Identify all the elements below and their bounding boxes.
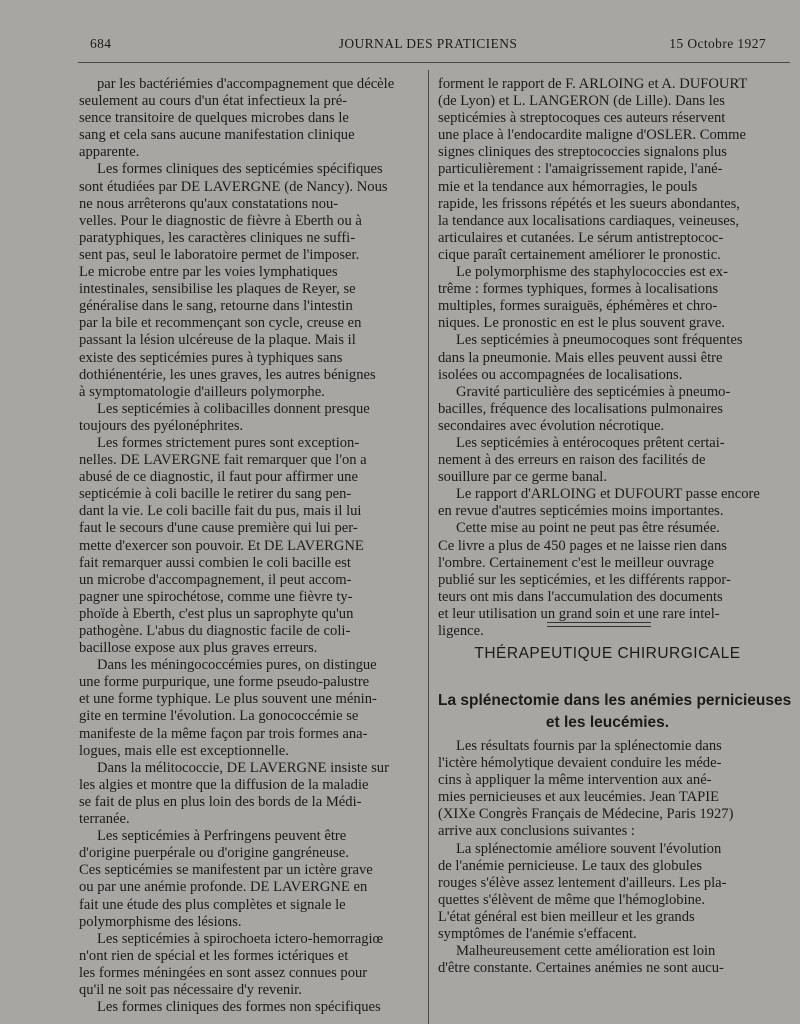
text-line: articulaires et cutanées. Le sérum antistreptococ- bbox=[438, 229, 724, 246]
text-line: dant la vie. Le coli bacille fait du pus, mais il lui bbox=[79, 503, 362, 520]
text-line: abusé de ce diagnostic, il faut pour affirmer une bbox=[79, 469, 358, 486]
text-line: Le microbe entre par les voies lymphatiques bbox=[79, 264, 338, 281]
text-line: terranée. bbox=[79, 811, 130, 828]
text-line: ligence. bbox=[438, 623, 484, 639]
text-line: paratyphiques, les caractères cliniques ne suffi- bbox=[79, 229, 356, 246]
text-line: d'origine puerpérale ou d'origine gangréneuse. bbox=[79, 845, 349, 862]
text-line: l'ombre. Certainement c'est le meilleur ouvrage bbox=[438, 554, 714, 571]
article-title-line: et les leucémies. bbox=[545, 714, 670, 731]
text-line: sence transitoire de quelques microbes dans le bbox=[79, 110, 349, 127]
paragraph bbox=[79, 931, 419, 999]
paragraph bbox=[79, 999, 419, 1016]
text-line: Les septicémies à spirochoeta ictero-hemorragiœ bbox=[97, 930, 384, 947]
text-line: Le polymorphisme des staphylococcies est ex- bbox=[456, 264, 728, 281]
text-line: la tendance aux localisations cardiaques, veineuses, bbox=[438, 212, 740, 229]
text-line: septicémies à streptocoques ces auteurs réservent bbox=[438, 110, 726, 127]
paragraph bbox=[438, 332, 777, 383]
section-rule-top bbox=[547, 622, 651, 623]
text-line: Les septicémies à pneumocoques sont fréquentes bbox=[456, 332, 743, 349]
right-column-article bbox=[438, 738, 777, 977]
text-line: Ce livre a plus de 450 pages et ne laisse rien dans bbox=[438, 537, 727, 554]
text-line: Dans les méningococcémies pures, on distingue bbox=[97, 657, 377, 674]
header-rule bbox=[78, 62, 790, 63]
text-line: mette d'exercer son pouvoir. Et DE LAVERGNE bbox=[79, 537, 364, 554]
text-line: Le rapport d'ARLOING et DUFOURT passe encore bbox=[456, 486, 760, 503]
text-line: de l'anémie pernicieuse. Le taux des globules bbox=[438, 857, 703, 874]
text-line: logues, mais elle est exceptionnelle. bbox=[79, 742, 289, 759]
right-column bbox=[438, 76, 777, 640]
paragraph bbox=[438, 76, 777, 264]
text-line: dans la pneumonie. Mais elles peuvent aussi être bbox=[438, 349, 723, 366]
text-line: symptômes de l'anémie s'effacent. bbox=[438, 926, 637, 943]
text-line: bacilles, fréquence des localisations pulmonaires bbox=[438, 400, 723, 417]
text-line: les algies et montre que la diffusion de la maladie bbox=[79, 776, 369, 793]
text-line: pagner une spirochétose, comme une fièvre ty- bbox=[79, 588, 353, 605]
text-line: l'ictère hémolytique devaient conduire les méde- bbox=[438, 755, 722, 772]
text-line: cins à appliquer la même intervention aux ané- bbox=[438, 772, 712, 789]
text-line: Les septicémies à colibacilles donnent presque bbox=[97, 400, 370, 417]
text-line: velles. Pour le diagnostic de fièvre à Eberth ou à bbox=[79, 212, 362, 229]
text-line: quettes s'élèvent de même que l'hémoglobine. bbox=[438, 891, 706, 908]
journal-title: JOURNAL DES PRATICIENS bbox=[338, 36, 518, 51]
section-title: THÉRAPEUTIQUE CHIRURGICALE bbox=[474, 645, 741, 662]
text-line: Dans la mélitococcie, DE LAVERGNE insiste sur bbox=[97, 759, 389, 776]
article-title bbox=[438, 690, 792, 734]
text-line: bacillose expose aux plus graves erreurs. bbox=[79, 640, 318, 657]
text-line: par la bile et recommençant son cycle, creuse en bbox=[79, 315, 362, 332]
text-line: arrive aux conclusions suivantes : bbox=[438, 823, 635, 840]
text-line: mies pernicieuses et aux leucémies. Jean TAPIE bbox=[438, 789, 720, 806]
text-line: trême : formes typhiques, formes à localisations bbox=[438, 281, 719, 298]
left-column bbox=[79, 76, 419, 1016]
text-line: en revue d'autres septicémies moins importantes. bbox=[438, 503, 724, 520]
text-line: intestinales, sensibilise les plaques de Reyer, se bbox=[79, 281, 356, 298]
paragraph bbox=[438, 738, 777, 841]
text-line: fait une étude des plus complètes et signale le bbox=[79, 896, 346, 913]
text-line: sent pas, seul le laboratoire permet de l'imposer. bbox=[79, 246, 360, 263]
text-line: Les formes cliniques des septicémies spécifiques bbox=[97, 161, 383, 178]
text-line: Les septicémies à Perfringens peuvent être bbox=[97, 828, 347, 845]
paragraph bbox=[438, 384, 777, 435]
paragraph bbox=[438, 486, 777, 520]
text-line: passant la lésion ulcéreuse de la plaque. Mais il bbox=[79, 332, 356, 349]
text-line: dothiénentérie, les unes graves, les autres bénignes bbox=[79, 366, 376, 383]
text-line: rouges s'élève assez lentement d'ailleurs. Les pla- bbox=[438, 874, 727, 891]
text-line: isolées ou accompagnées de localisations. bbox=[438, 366, 683, 383]
text-line: nelles. DE LAVERGNE fait remarquer que l'on a bbox=[79, 452, 367, 469]
text-line: fait remarquer aussi combien le coli bacille est bbox=[79, 554, 351, 571]
text-line: faut le secours d'une cause première qui lui per- bbox=[79, 520, 358, 537]
text-line: mie et la tendance aux hémorragies, le pouls bbox=[438, 178, 698, 195]
text-line: Ces septicémies se manifestent par un ictère grave bbox=[79, 862, 373, 879]
text-line: Les septicémies à entérocoques prêtent certai- bbox=[456, 434, 725, 451]
text-line: qu'il ne soit pas nécessaire d'y revenir. bbox=[79, 981, 302, 998]
text-line: ne nous arrêterons qu'aux constatations nou- bbox=[79, 195, 339, 212]
text-line: (XIXe Congrès Français de Médecine, Paris 1927) bbox=[438, 806, 734, 823]
text-line: phoïde à Eberth, c'est plus un saprophyte qu'un bbox=[79, 605, 354, 622]
text-line: polymorphisme des lésions. bbox=[79, 913, 242, 930]
paragraph bbox=[79, 161, 419, 400]
text-line: pathogène. L'abus du diagnostic facile de coli- bbox=[79, 623, 351, 639]
issue-date: 15 Octobre 1927 bbox=[669, 36, 766, 51]
text-line: et leur utilisation un grand soin et une rare intel- bbox=[438, 605, 720, 622]
text-line: n'ont rien de spécial et les formes ictériques et bbox=[79, 947, 349, 964]
text-line: à symptomatologie d'ailleurs polymorphe. bbox=[79, 383, 325, 400]
text-line: et une forme typhique. Le plus souvent une ménin- bbox=[79, 691, 377, 708]
text-line: Les formes cliniques des formes non spécifiques bbox=[97, 999, 381, 1016]
text-line: Malheureusement cette amélioration est loin bbox=[456, 943, 716, 960]
text-line: La splénectomie améliore souvent l'évolution bbox=[456, 840, 722, 857]
paragraph bbox=[79, 401, 419, 435]
text-line: par les bactériémies d'accompagnement que décèle bbox=[97, 76, 395, 92]
text-line: Gravité particulière des septicémies à pneumo- bbox=[456, 383, 731, 400]
paragraph bbox=[79, 828, 419, 931]
text-line: Cette mise au point ne peut pas être résumée. bbox=[456, 520, 720, 537]
text-line: forment le rapport de F. ARLOING et A. DUFOURT bbox=[438, 76, 748, 92]
text-line: une place à l'endocardite maligne d'OSLER. Comme bbox=[438, 127, 746, 144]
text-line: existe des septicémies pures à typhiques sans bbox=[79, 349, 343, 366]
text-line: un microbe d'accompagnement, il peut accom- bbox=[79, 571, 352, 588]
text-line: particulièrement : l'amaigrissement rapide, l'ané- bbox=[438, 161, 723, 178]
section-rule-bottom bbox=[547, 626, 651, 627]
text-line: nement à des erreurs en raison des facilités de bbox=[438, 452, 706, 469]
text-line: gite en termine l'évolution. La gonococcémie se bbox=[79, 708, 359, 725]
text-line: signes cliniques des streptococcies signalons plus bbox=[438, 144, 727, 161]
text-line: Les résultats fournis par la splénectomie dans bbox=[456, 738, 722, 754]
text-line: Les formes strictement pures sont exception- bbox=[97, 434, 360, 451]
text-line: secondaires avec évolution nécrotique. bbox=[438, 417, 665, 434]
paragraph bbox=[79, 435, 419, 657]
text-line: septicémie à coli bacille le retirer du sang pen- bbox=[79, 486, 352, 503]
text-line: se fait de plus en plus loin des bords de la Médi- bbox=[79, 793, 362, 810]
running-header bbox=[90, 36, 766, 58]
text-line: L'état général est bien meilleur et les grands bbox=[438, 908, 695, 925]
text-line: cique paraît certainement améliorer le pronostic. bbox=[438, 246, 721, 263]
text-line: apparente. bbox=[79, 144, 140, 161]
article-title-line: La splénectomie dans les anémies pernicieuses bbox=[438, 692, 792, 709]
text-line: toujours des pyélonéphrites. bbox=[79, 417, 244, 434]
text-line: ou par une anémie profonde. DE LAVERGNE en bbox=[79, 879, 368, 896]
text-line: niques. Le pronostic en est le plus souvent grave. bbox=[438, 315, 725, 332]
text-line: publié sur les septicémies, et les différents rappor- bbox=[438, 571, 731, 588]
text-line: sont étudiées par DE LAVERGNE (de Nancy). Nous bbox=[79, 178, 388, 195]
paragraph bbox=[438, 943, 777, 977]
text-line: sang et cela sans aucune manifestation clinique bbox=[79, 127, 355, 144]
page-number: 684 bbox=[90, 36, 112, 51]
text-line: souillure par ce germe banal. bbox=[438, 469, 607, 486]
text-line: d'être constante. Certaines anémies ne sont aucu- bbox=[438, 960, 724, 977]
text-line: seulement au cours d'un état infectieux la pré- bbox=[79, 93, 348, 110]
paragraph bbox=[438, 264, 777, 332]
text-line: (de Lyon) et L. LANGERON (de Lille). Dans les bbox=[438, 93, 725, 110]
paragraph bbox=[438, 841, 777, 944]
text-line: teurs ont mis dans l'accumulation des documents bbox=[438, 588, 723, 605]
column-divider bbox=[428, 70, 429, 1024]
text-line: une forme purpurique, une forme pseudo-palustre bbox=[79, 674, 370, 691]
text-line: multiples, formes suraiguës, éphémères et chro- bbox=[438, 298, 718, 315]
paragraph bbox=[79, 760, 419, 828]
text-line: rapide, les frissons répétés et les sueurs abondantes, bbox=[438, 195, 740, 212]
paragraph bbox=[79, 76, 419, 161]
paragraph bbox=[438, 435, 777, 486]
text-line: généralise dans le sang, retourne dans l'intestin bbox=[79, 298, 353, 315]
paragraph bbox=[79, 657, 419, 760]
text-line: les formes méningées en sont assez connues pour bbox=[79, 964, 368, 981]
text-line: manifeste de la même façon par trois formes ana- bbox=[79, 725, 368, 742]
